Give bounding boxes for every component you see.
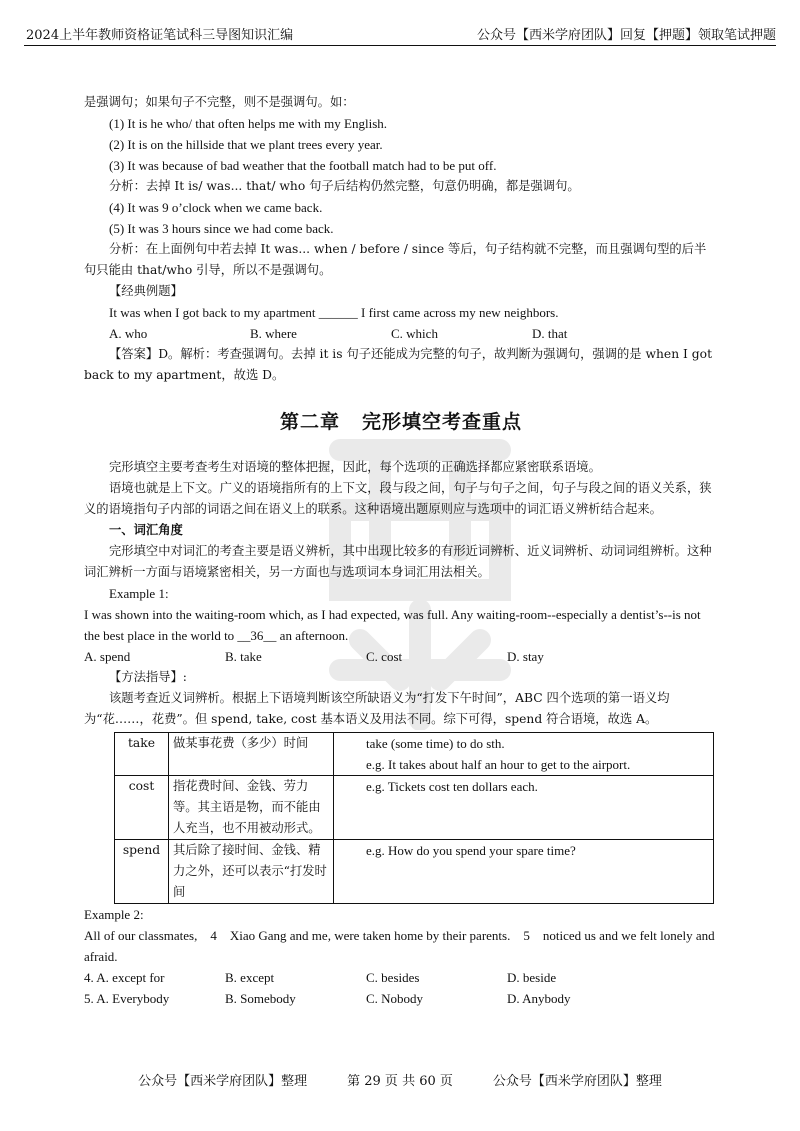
header-rule [24, 45, 776, 46]
table-en [334, 776, 714, 840]
table-row [115, 840, 714, 904]
example1-options [84, 646, 718, 667]
example-label: Example 2: [84, 907, 144, 922]
table-row [115, 776, 714, 840]
option: A. who [109, 326, 148, 341]
classic-answer: 【答案】D。解析：考查强调句。去掉 it is 句子还能成为完整的句子，故判断为强调句，强调的是 when I got back to my apartment，故选 D。 [84, 347, 713, 382]
table-word: cost [115, 776, 169, 840]
page-body [84, 92, 718, 1009]
example-text: I was shown into the waiting-room which, as I had expected, was full. Any waiting-room--especially a dentist’s--is not the best place in the world to __36__ an afternoon. [84, 607, 701, 643]
table-cn: 做某事花费（多少）时间 [169, 733, 334, 776]
option: C. cost [366, 649, 403, 664]
table-cn: 指花费时间、金钱、劳力等。其主语是物，而不能由人充当，也不用被动形式。 [169, 776, 334, 840]
intro-line: 是强调句；如果句子不完整，则不是强调句。如： [84, 95, 355, 109]
classic-heading: 【经典例题】 [109, 284, 183, 298]
option: D. Anybody [507, 991, 571, 1006]
q5-options [84, 988, 718, 1009]
option: B. except [225, 970, 275, 985]
paragraph: 完形填空中对词汇的考查主要是语义辨析，其中出现比较多的有形近词辨析、近义词辨析、动词词组辨析。这种词汇辨析一方面与语境紧密相关，另一方面也与选项词本身词汇用法相关。 [84, 544, 712, 579]
table-row [115, 733, 714, 776]
table-en-line: e.g. It takes about half an hour to get to the airport. [366, 757, 631, 772]
option: C. which [391, 326, 438, 341]
classic-options [84, 323, 718, 344]
example-sentence: (4) It was 9 o’clock when we came back. [109, 200, 323, 215]
method-text: 该题考查近义词辨析。根据上下语境判断该空所缺语义为“打发下午时间”，ABC 四个选项的第一语义均为“花……，花费”。但 spend, take, cost 基本语义及用法不同。综下可得，spend 符合语境，故选 A。 [84, 691, 670, 726]
table-cn: 其后除了接时间、金钱、精力之外，还可以表示“打发时间 [169, 840, 334, 904]
example-sentence: (3) It was because of bad weather that the football match had to be put off. [109, 158, 497, 173]
analysis-text: 分析：在上面例句中若去掉 It was... when / before / since 等后，句子结构就不完整，而且强调句型的后半句只能由 that/who 引导，所以不是强调句。 [84, 242, 707, 277]
option: C. besides [366, 970, 420, 985]
option: D. that [532, 326, 568, 341]
option: A. spend [84, 649, 131, 664]
page-footer [0, 1070, 800, 1089]
table-word: take [115, 733, 169, 776]
option: B. take [225, 649, 262, 664]
example-sentence: (5) It was 3 hours since we had come back. [109, 221, 334, 236]
example-text: All of our classmates, 4 Xiao Gang and me, were taken home by their parents. 5 noticed us and we felt lonely and afraid. [84, 928, 718, 964]
option: B. Somebody [225, 991, 296, 1006]
vocab-table [114, 732, 714, 904]
page-header [26, 23, 776, 43]
paragraph: 语境也就是上下文。广义的语境指所有的上下文，段与段之间，句子与句子之间，句子与段之间的语义关系，狭义的语境指句子内部的词语之间在语义上的联系。这种语境出题原则应与选项中的词汇语义辨析结合起来。 [84, 481, 712, 516]
option: B. where [250, 326, 297, 341]
example-sentence: (1) It is he who/ that often helps me with my English. [109, 116, 388, 131]
chapter-number: 第二章 [279, 411, 340, 433]
page-number: 第 29 页 共 60 页 [347, 1074, 453, 1089]
q4-options [84, 967, 718, 988]
chapter-name: 完形填空考查重点 [362, 411, 523, 433]
table-word: spend [115, 840, 169, 904]
table-en-line: take (some time) to do sth. [366, 736, 505, 751]
paragraph: 完形填空主要考查考生对语境的整体把握，因此，每个选项的正确选择都应紧密联系语境。 [109, 460, 601, 474]
table-en-line: e.g. Tickets cost ten dollars each. [366, 779, 538, 794]
table-en [334, 733, 714, 776]
example-label: Example 1: [109, 586, 169, 601]
option: D. beside [507, 970, 557, 985]
table-en [334, 840, 714, 904]
footer-left: 公众号【西米学府团队】整理 [138, 1074, 308, 1089]
table-en-line: e.g. How do you spend your spare time? [366, 843, 576, 858]
example-sentence: (2) It is on the hillside that we plant trees every year. [109, 137, 383, 152]
option: C. Nobody [366, 991, 424, 1006]
method-heading: 【方法指导】: [109, 670, 187, 684]
classic-question: It was when I got back to my apartment ______ I first came across my new neighbors. [109, 305, 559, 320]
chapter-title [84, 412, 718, 433]
header-left: 2024上半年教师资格证笔试科三导图知识汇编 [26, 28, 294, 43]
option: 4. A. except for [84, 970, 165, 985]
option: 5. A. Everybody [84, 991, 170, 1006]
option: D. stay [507, 649, 544, 664]
section-heading: 一、词汇角度 [109, 523, 183, 537]
analysis-text: 分析：去掉 It is/ was... that/ who 句子后结构仍然完整，句意仍明确，都是强调句。 [109, 179, 580, 193]
footer-right: 公众号【西米学府团队】整理 [492, 1074, 662, 1089]
header-right: 公众号【西米学府团队】回复【押题】领取笔试押题 [476, 28, 776, 43]
